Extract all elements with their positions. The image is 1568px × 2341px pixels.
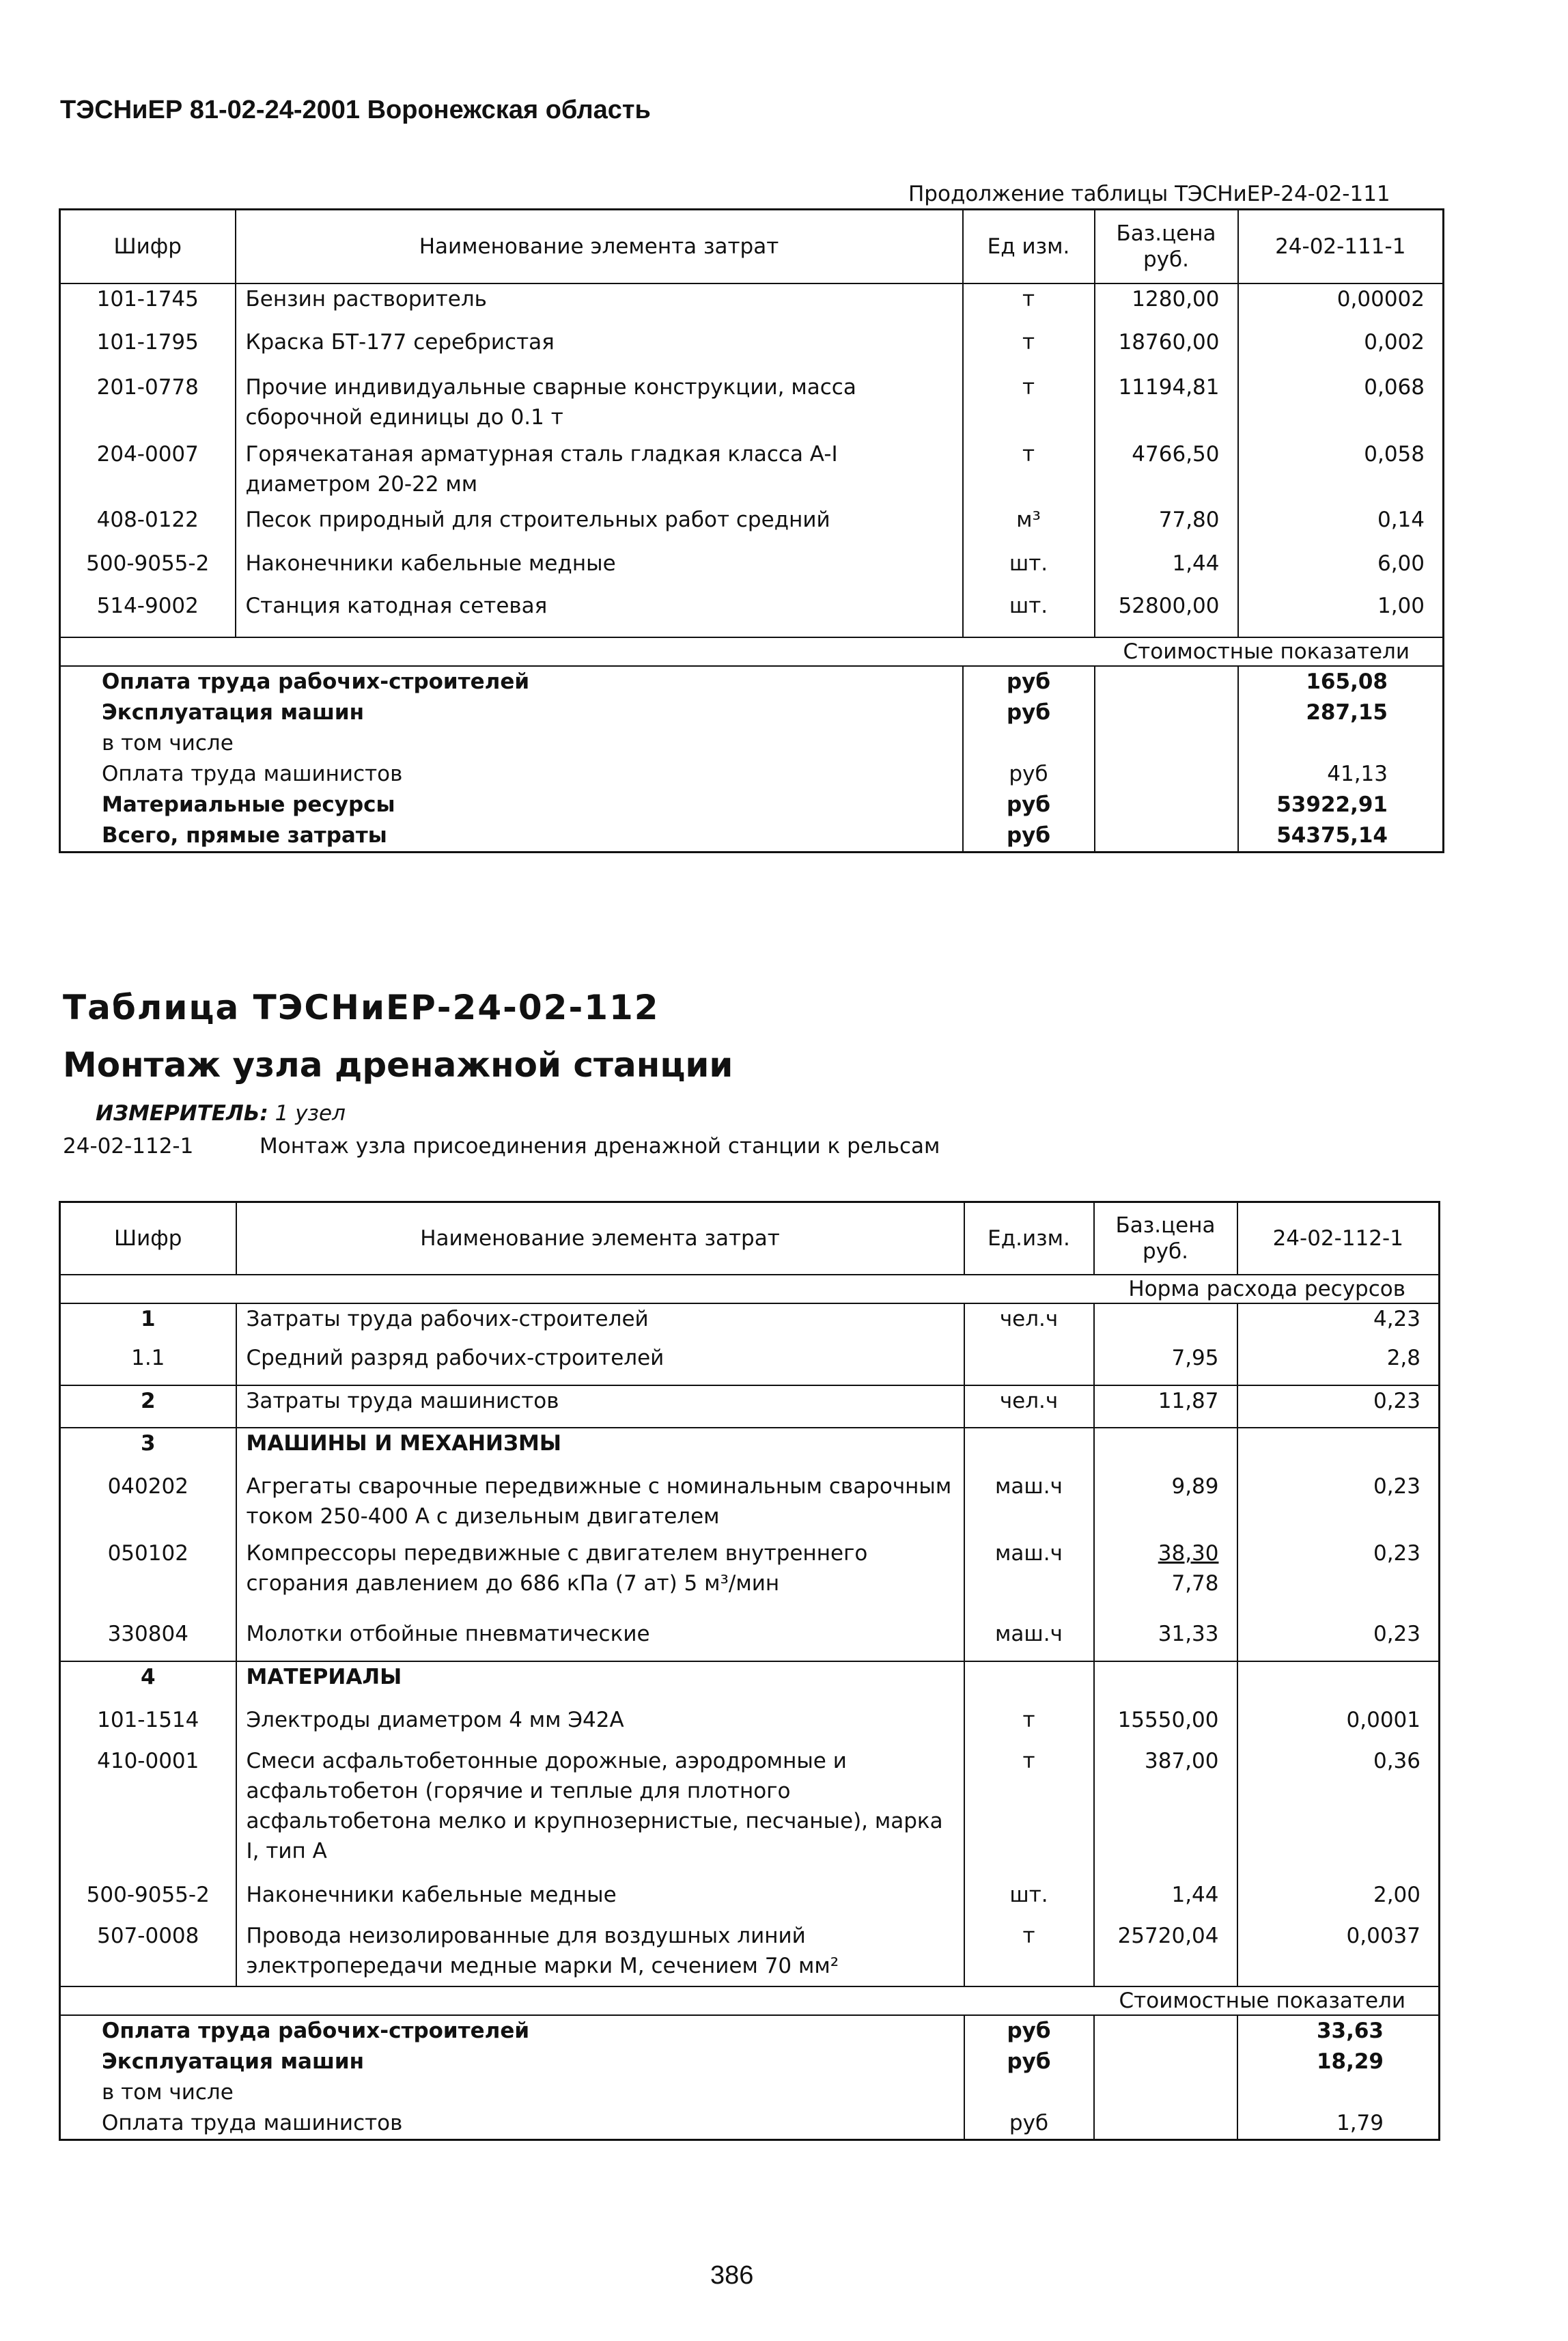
cost-value: 165,08 bbox=[1306, 669, 1388, 694]
cell-norm: 0,23 bbox=[1237, 1385, 1440, 1428]
cost-name: в том числе bbox=[60, 728, 963, 759]
table-row bbox=[60, 591, 1444, 637]
cell-name: МАТЕРИАЛЫ bbox=[236, 1661, 964, 1705]
cost-row bbox=[60, 2108, 1440, 2140]
cost-name: Материальные ресурсы bbox=[60, 790, 963, 820]
cell-norm: 0,058 bbox=[1364, 441, 1425, 467]
cell-price: 4766,50 bbox=[1095, 439, 1238, 505]
measure-value: 1 узел bbox=[275, 1101, 346, 1126]
cost-empty bbox=[1095, 759, 1238, 790]
cell-name: Средний разряд рабочих-строителей bbox=[236, 1343, 964, 1385]
cost-value: 54375,14 bbox=[1276, 822, 1388, 848]
table-continuation-caption: Продолжение таблицы ТЭСНиЕР-24-02-111 bbox=[908, 182, 1390, 206]
cost-empty bbox=[1095, 666, 1238, 697]
cost-empty bbox=[1095, 790, 1238, 820]
cost-empty bbox=[1094, 2108, 1237, 2140]
cell-unit: т bbox=[963, 283, 1095, 327]
cell-unit bbox=[964, 1343, 1094, 1385]
cost-unit: руб bbox=[963, 820, 1095, 853]
cell-unit: чел.ч bbox=[964, 1303, 1094, 1343]
col-header-name: Наименование элемента затрат bbox=[236, 1202, 964, 1275]
cell-price bbox=[1094, 1538, 1237, 1619]
cost-value: 53922,91 bbox=[1276, 792, 1388, 817]
cell-norm: 0,00002 bbox=[1336, 286, 1425, 311]
cell-code: 1 bbox=[60, 1303, 236, 1343]
cell-norm: 4,23 bbox=[1237, 1303, 1440, 1343]
cost-row bbox=[60, 790, 1444, 820]
cell-code: 2 bbox=[60, 1385, 236, 1428]
item-code: 24-02-112-1 bbox=[63, 1134, 194, 1159]
cell-name: Агрегаты сварочные передвижные с номинальным сварочным током 250-400 А с дизельным двигателем bbox=[236, 1471, 964, 1538]
measure-line bbox=[96, 1101, 346, 1126]
cost-row bbox=[60, 697, 1444, 728]
table-row bbox=[60, 439, 1444, 505]
col-header-norm: 24-02-112-1 bbox=[1237, 1202, 1440, 1275]
cell-name: Наконечники кабельные медные bbox=[236, 1880, 964, 1921]
col-header-code: Шифр bbox=[60, 210, 236, 283]
cell-unit: т bbox=[963, 327, 1095, 372]
cell-name: Бензин растворитель bbox=[236, 283, 963, 327]
cell-code: 330804 bbox=[60, 1619, 236, 1661]
cost-value: 287,15 bbox=[1306, 699, 1388, 725]
cell-name: МАШИНЫ И МЕХАНИЗМЫ bbox=[236, 1428, 964, 1471]
cost-unit bbox=[963, 728, 1095, 759]
cell-price: 52800,00 bbox=[1095, 591, 1238, 637]
cell-price: 1280,00 bbox=[1095, 283, 1238, 327]
cell-code: 408-0122 bbox=[60, 505, 236, 549]
cost-name: Эксплуатация машин bbox=[60, 2047, 964, 2077]
cell-price bbox=[1094, 1428, 1237, 1471]
table-title: Таблица ТЭСНиЕР-24-02-112 bbox=[63, 988, 660, 1027]
cell-code: 507-0008 bbox=[60, 1921, 236, 1986]
cell-code: 050102 bbox=[60, 1538, 236, 1619]
cost-value: 41,13 bbox=[1327, 761, 1388, 786]
col-header-code: Шифр bbox=[60, 1202, 236, 1275]
table-row bbox=[60, 1921, 1440, 1986]
cell-unit: т bbox=[963, 439, 1095, 505]
table-row bbox=[60, 1880, 1440, 1921]
cell-name: Наконечники кабельные медные bbox=[236, 549, 963, 591]
col-header-name: Наименование элемента затрат bbox=[236, 210, 963, 283]
cost-unit: руб bbox=[964, 2108, 1094, 2140]
cell-unit: м³ bbox=[963, 505, 1095, 549]
cell-name: Песок природный для строительных работ средний bbox=[236, 505, 963, 549]
cost-name: Оплата труда машинистов bbox=[60, 759, 963, 790]
table-row bbox=[60, 1661, 1440, 1705]
cell-price: 11,87 bbox=[1094, 1385, 1237, 1428]
cell-norm bbox=[1237, 1661, 1440, 1705]
cell-code: 101-1514 bbox=[60, 1705, 236, 1746]
cell-price: 25720,04 bbox=[1094, 1921, 1237, 1986]
cost-unit: руб bbox=[963, 666, 1095, 697]
table-row bbox=[60, 283, 1444, 327]
cost-empty bbox=[1095, 697, 1238, 728]
cell-unit bbox=[964, 1428, 1094, 1471]
cell-unit: т bbox=[964, 1705, 1094, 1746]
cell-name: Компрессоры передвижные с двигателем внутреннего сгорания давлением до 686 кПа (7 ат) 5 м³/мин bbox=[236, 1538, 964, 1619]
cost-unit: руб bbox=[963, 759, 1095, 790]
cost-unit: руб bbox=[964, 2015, 1094, 2047]
table-row bbox=[60, 372, 1444, 439]
cost-unit: руб bbox=[964, 2047, 1094, 2077]
cell-unit: шт. bbox=[963, 549, 1095, 591]
cost-section-header: Стоимостные показатели bbox=[60, 1986, 1440, 2015]
col-header-unit: Ед изм. bbox=[963, 210, 1095, 283]
cost-row bbox=[60, 2047, 1440, 2077]
cell-price: 1,44 bbox=[1094, 1880, 1237, 1921]
cell-code: 500-9055-2 bbox=[60, 1880, 236, 1921]
cell-name: Электроды диаметром 4 мм Э42А bbox=[236, 1705, 964, 1746]
cell-price: 15550,00 bbox=[1094, 1705, 1237, 1746]
cell-unit: маш.ч bbox=[964, 1538, 1094, 1619]
cost-name: Всего, прямые затраты bbox=[60, 820, 963, 853]
cell-unit: шт. bbox=[963, 591, 1095, 637]
cell-price: 31,33 bbox=[1094, 1619, 1237, 1661]
resource-table-24-02-111 bbox=[59, 208, 1444, 853]
table-row bbox=[60, 1428, 1440, 1471]
cost-row bbox=[60, 2077, 1440, 2108]
table-row bbox=[60, 1705, 1440, 1746]
cell-code: 201-0778 bbox=[60, 372, 236, 439]
cell-code: 4 bbox=[60, 1661, 236, 1705]
col-header-price: Баз.цена руб. bbox=[1094, 1202, 1237, 1275]
table-row bbox=[60, 549, 1444, 591]
cost-empty bbox=[1094, 2047, 1237, 2077]
cost-row bbox=[60, 728, 1444, 759]
cell-norm: 0,0001 bbox=[1346, 1707, 1420, 1732]
cost-name: Эксплуатация машин bbox=[60, 697, 963, 728]
cell-norm: 2,00 bbox=[1373, 1882, 1420, 1907]
cost-section-header-row bbox=[60, 1986, 1440, 2015]
cell-code: 204-0007 bbox=[60, 439, 236, 505]
cost-value bbox=[1237, 2077, 1440, 2108]
page-number: 386 bbox=[710, 2261, 754, 2290]
cost-section-header: Стоимостные показатели bbox=[60, 637, 1444, 666]
cell-name: Затраты труда машинистов bbox=[236, 1385, 964, 1428]
cost-value: 33,63 bbox=[1316, 2018, 1384, 2043]
cell-norm: 0,068 bbox=[1364, 374, 1425, 400]
resource-table-24-02-112 bbox=[59, 1201, 1440, 2141]
cost-value bbox=[1238, 728, 1444, 759]
norm-section-header: Норма расхода ресурсов bbox=[60, 1275, 1440, 1303]
cell-name: Молотки отбойные пневматические bbox=[236, 1619, 964, 1661]
cell-unit bbox=[964, 1661, 1094, 1705]
cell-name: Затраты труда рабочих-строителей bbox=[236, 1303, 964, 1343]
item-name: Монтаж узла присоединения дренажной станции к рельсам bbox=[260, 1134, 940, 1159]
cell-norm: 2,8 bbox=[1386, 1345, 1420, 1370]
cost-unit bbox=[964, 2077, 1094, 2108]
cell-price: 11194,81 bbox=[1095, 372, 1238, 439]
cell-name: Горячекатаная арматурная сталь гладкая класса A-I диаметром 20-22 мм bbox=[236, 439, 963, 505]
cell-code: 101-1745 bbox=[60, 283, 236, 327]
cell-price: 1,44 bbox=[1095, 549, 1238, 591]
col-header-unit: Ед.изм. bbox=[964, 1202, 1094, 1275]
table-row bbox=[60, 327, 1444, 372]
cell-norm bbox=[1237, 1428, 1440, 1471]
item-line bbox=[63, 1134, 940, 1159]
cost-value: 18,29 bbox=[1316, 2049, 1384, 2074]
cell-norm: 1,00 bbox=[1377, 593, 1425, 618]
cell-price: 7,95 bbox=[1094, 1343, 1237, 1385]
cell-unit: т bbox=[963, 372, 1095, 439]
table-row bbox=[60, 505, 1444, 549]
cell-name: Станция катодная сетевая bbox=[236, 591, 963, 637]
cell-unit: маш.ч bbox=[964, 1471, 1094, 1538]
cost-empty bbox=[1094, 2015, 1237, 2047]
col-header-price: Баз.цена руб. bbox=[1095, 210, 1238, 283]
table-row bbox=[60, 1471, 1440, 1538]
cost-name: Оплата труда рабочих-строителей bbox=[60, 2015, 964, 2047]
cell-code: 500-9055-2 bbox=[60, 549, 236, 591]
cost-name: Оплата труда машинистов bbox=[60, 2108, 964, 2140]
cell-code: 410-0001 bbox=[60, 1746, 236, 1880]
cost-name: в том числе bbox=[60, 2077, 964, 2108]
cost-row bbox=[60, 666, 1444, 697]
table-row bbox=[60, 1343, 1440, 1385]
cell-price bbox=[1094, 1661, 1237, 1705]
table-subtitle: Монтаж узла дренажной станции bbox=[63, 1045, 733, 1085]
measure-label: ИЗМЕРИТЕЛЬ: bbox=[96, 1101, 268, 1126]
cell-unit: чел.ч bbox=[964, 1385, 1094, 1428]
cell-norm: 0,14 bbox=[1377, 507, 1425, 532]
cell-norm: 0,23 bbox=[1373, 1621, 1420, 1646]
cell-unit: шт. bbox=[964, 1880, 1094, 1921]
price-value-2: 7,78 bbox=[1171, 1570, 1219, 1596]
cell-unit: т bbox=[964, 1921, 1094, 1986]
cost-unit: руб bbox=[963, 697, 1095, 728]
cost-row bbox=[60, 759, 1444, 790]
cell-code: 3 bbox=[60, 1428, 236, 1471]
table-row bbox=[60, 1538, 1440, 1619]
cell-norm: 0,23 bbox=[1373, 1473, 1420, 1499]
cell-name: Краска БТ-177 серебристая bbox=[236, 327, 963, 372]
document-header: ТЭСНиЕР 81-02-24-2001 Воронежская область bbox=[60, 96, 651, 124]
price-value: 38,30 bbox=[1158, 1540, 1219, 1566]
cell-name: Прочие индивидуальные сварные конструкции, масса сборочной единицы до 0.1 т bbox=[236, 372, 963, 439]
cost-name: Оплата труда рабочих-строителей bbox=[60, 666, 963, 697]
cell-norm: 0,36 bbox=[1373, 1748, 1420, 1773]
table-row bbox=[60, 1303, 1440, 1343]
cell-price: 387,00 bbox=[1094, 1746, 1237, 1880]
cell-unit: маш.ч bbox=[964, 1619, 1094, 1661]
col-header-norm: 24-02-111-1 bbox=[1238, 210, 1444, 283]
cost-empty bbox=[1095, 728, 1238, 759]
cell-norm: 6,00 bbox=[1377, 551, 1425, 576]
cell-norm: 0,002 bbox=[1364, 329, 1425, 355]
cell-code: 1.1 bbox=[60, 1343, 236, 1385]
norm-section-header-row bbox=[60, 1275, 1440, 1303]
table-row bbox=[60, 1746, 1440, 1880]
cost-empty bbox=[1094, 2077, 1237, 2108]
cell-name: Смеси асфальтобетонные дорожные, аэродромные и асфальтобетон (горячие и теплые для плотного асфальтобетона мелко и крупнозернистые, песчаные), марка I, тип А bbox=[236, 1746, 964, 1880]
cell-code: 101-1795 bbox=[60, 327, 236, 372]
cost-row bbox=[60, 2015, 1440, 2047]
cost-unit: руб bbox=[963, 790, 1095, 820]
table-row bbox=[60, 1385, 1440, 1428]
cost-row bbox=[60, 820, 1444, 853]
table-row bbox=[60, 1619, 1440, 1661]
cell-norm: 0,0037 bbox=[1346, 1923, 1420, 1948]
cost-section-header-row bbox=[60, 637, 1444, 666]
cell-unit: т bbox=[964, 1746, 1094, 1880]
cell-price: 77,80 bbox=[1095, 505, 1238, 549]
cell-norm: 0,23 bbox=[1373, 1540, 1420, 1566]
cell-code: 040202 bbox=[60, 1471, 236, 1538]
cell-price bbox=[1094, 1303, 1237, 1343]
cost-value: 1,79 bbox=[1336, 2110, 1384, 2135]
cell-price: 18760,00 bbox=[1095, 327, 1238, 372]
cost-empty bbox=[1095, 820, 1238, 853]
cell-code: 514-9002 bbox=[60, 591, 236, 637]
cell-name: Провода неизолированные для воздушных линий электропередачи медные марки М, сечением 70 мм² bbox=[236, 1921, 964, 1986]
cell-price: 9,89 bbox=[1094, 1471, 1237, 1538]
